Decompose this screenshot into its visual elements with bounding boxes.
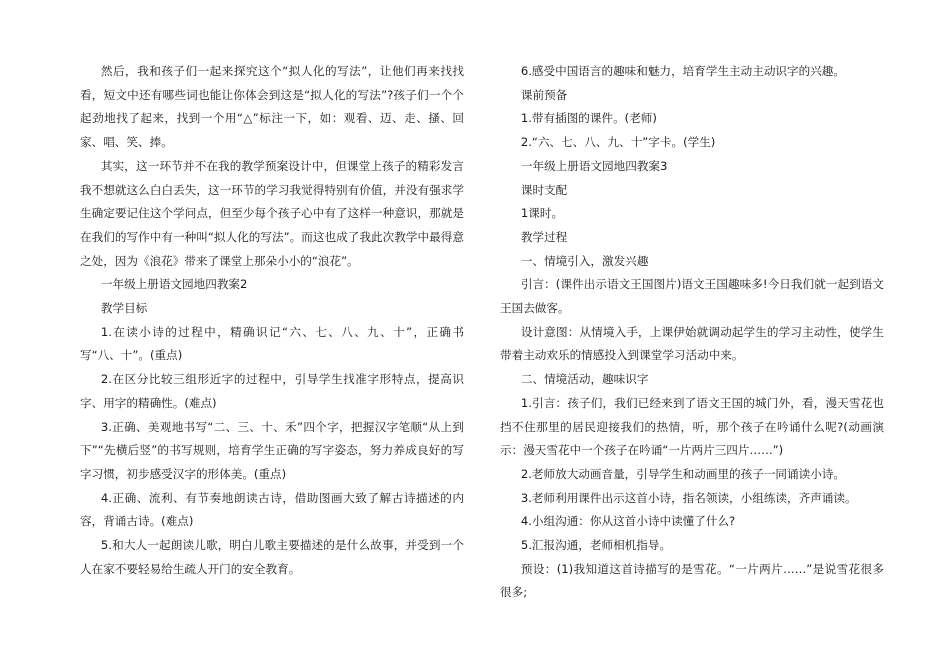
section-heading: 课前预备: [520, 87, 568, 102]
section-heading: 教学目标: [100, 301, 148, 316]
paragraph: 2.老师放大动画音量，引导学生和动画里的孩子一同诵读小诗。: [520, 466, 845, 481]
section-heading: 一年级上册语文园地四教案2: [100, 277, 248, 292]
paragraph: 1.在读小诗的过程中，精确识记“六、七、八、九、十”，正确书写“八、十”。(重点): [80, 324, 464, 363]
paragraph: 设计意图：从情境入手，上课伊始就调动起学生的学习主动性，使学生带着主动欢乐的情感投入到课堂学习活动中来。: [500, 324, 884, 363]
section-heading: 教学过程: [520, 229, 568, 244]
paragraph: 预设：(1)我知道这首诗描写的是雪花。“一片两片……”是说雪花很多很多;: [500, 561, 884, 600]
paragraph: 2.在区分比较三组形近字的过程中，引导学生找准字形特点，提高识字、用字的精确性。(难点): [80, 372, 464, 410]
right-column: [500, 60, 884, 605]
paragraph: 5.汇报沟通，老师相机指导。: [520, 538, 672, 553]
paragraph: 5.和大人一起朗读儿歌，明白儿歌主要描述的是什么故事，并受到一个人在家不要轻易给生疏人开门的安全教育。: [80, 538, 464, 576]
left-column: [80, 60, 464, 581]
section-heading: 二、情境活动，趣味识字: [520, 372, 649, 387]
section-heading: 课时支配: [520, 182, 568, 197]
paragraph: 4.正确、流利、有节奏地朗读古诗，借助图画大致了解古诗描述的内容，背诵古诗。(难点): [80, 490, 464, 529]
section-heading: 一、情境引入，激发兴趣: [520, 253, 649, 268]
paragraph: 引言：(课件出示语文王国图片)语文王国趣味多!今日我们就一起到语文王国去做客。: [500, 277, 884, 316]
section-heading: 一年级上册语文园地四教案3: [520, 158, 668, 173]
paragraph: 1.带有插图的课件。(老师): [520, 111, 657, 126]
paragraph: 其实，这一环节并不在我的教学预案设计中，但课堂上孩子的精彩发言我不想就这么白白丢失，这一环节的学习我觉得特别有价值，并没有强求学生确定要记住这个学问点，但至少每个孩子心中有了这样一种意识，那就是在我们的写作中有一种叫“拟人化的写法”。而这也成了我此次教学中最得意之处，因为《浪花》带来了课堂上那朵小小的“浪花”。: [80, 158, 464, 268]
paragraph: 2.“六、七、八、九、十”字卡。(学生): [520, 135, 716, 150]
paragraph: 然后，我和孩子们一起来探究这个“拟人化的写法”，让他们再来找找看，短文中还有哪些词也能让你体会到这是“拟人化的写法”?孩子们一个个起劲地找了起来，找到一个用“△”标注一下，如：观看、迈、走、搔、回家、唱、笑、捧。: [80, 64, 464, 150]
paragraph: 1课时。: [520, 206, 564, 221]
paragraph: 3.老师利用课件出示这首小诗，指名领读，小组练读，齐声诵读。: [520, 490, 857, 505]
paragraph: 6.感受中国语言的趣味和魅力，培育学生主动主动识字的兴趣。: [520, 64, 845, 78]
paragraph: 1.引言：孩子们，我们已经来到了语文王国的城门外，看，漫天雪花也挡不住那里的居民迎接我们的热情，听，那个孩子在吟诵什么呢?(动画演示：漫天雪花中一个孩子在吟诵“一片两片三四片……”): [500, 395, 884, 458]
paragraph: 3.正确、美观地书写“二、三、十、禾”四个字，把握汉字笔顺“从上到下”“先横后竖”的书写规则，培育学生正确的写字姿态，努力养成良好的写字习惯，初步感受汉字的形体美。(重点): [80, 419, 464, 481]
paragraph: 4.小组沟通：你从这首小诗中读懂了什么?: [520, 514, 736, 529]
